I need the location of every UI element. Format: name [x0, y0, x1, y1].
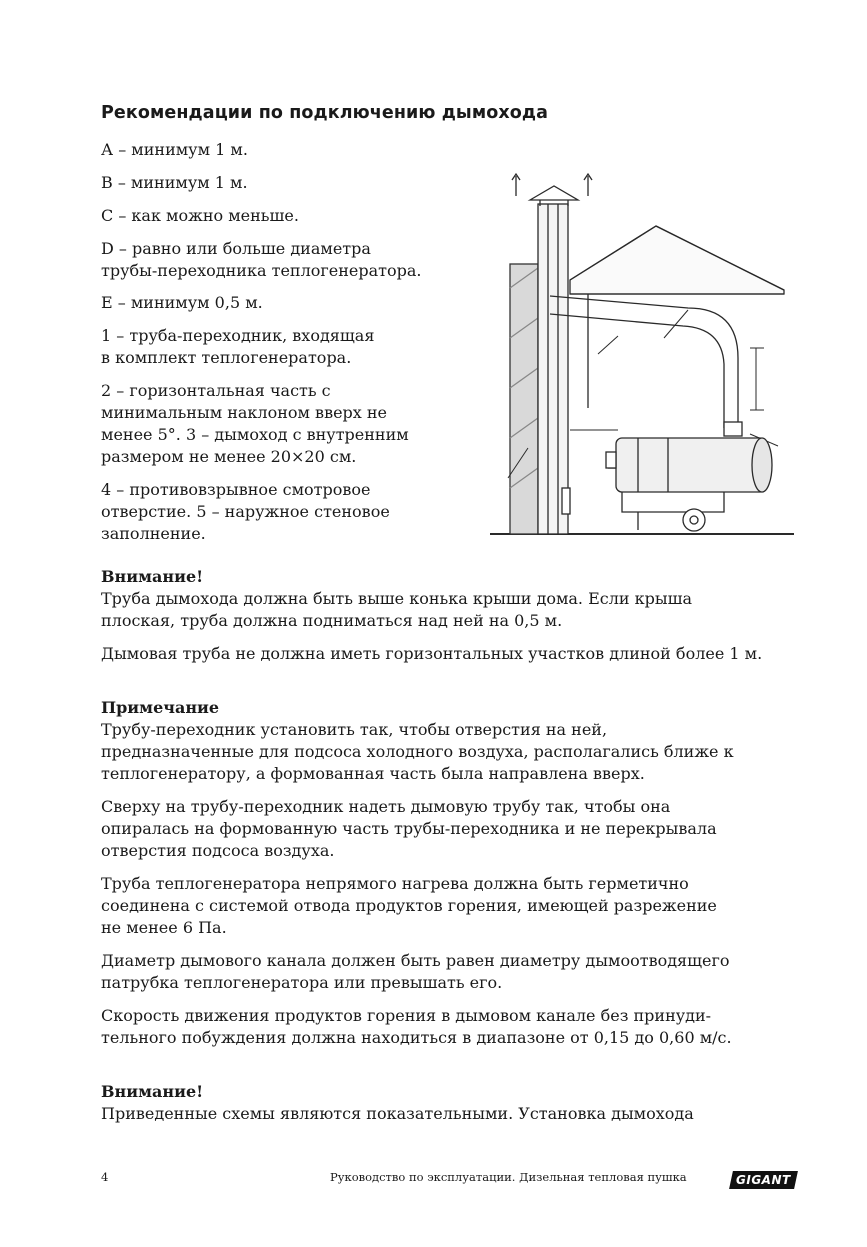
legend-b: В – минимум 1 м. — [101, 173, 248, 192]
heater — [606, 438, 772, 531]
footer-text: Руководство по эксплуатации. Дизельная тепловая пушка — [330, 1170, 687, 1184]
page-heading: Рекомендации по подключению дымохода — [101, 103, 549, 123]
note-p3-line1: Труба теплогенератора непрямого нагрева должна быть герметично — [101, 874, 689, 893]
note-p3-line3: не менее 6 Па. — [101, 918, 227, 937]
attention-line1: Труба дымохода должна быть выше конька крыши дома. Если крыша — [101, 589, 693, 608]
attention2-title: Внимание! — [101, 1082, 204, 1101]
logo-text: GIGANT — [736, 1173, 791, 1187]
legend-a: А – минимум 1 м. — [101, 140, 248, 159]
legend-e: Е – минимум 0,5 м. — [101, 293, 263, 312]
note-title: Примечание — [101, 698, 220, 717]
note-p2-line1: Сверху на трубу-переходник надеть дымовую трубу так, чтобы она — [101, 797, 671, 816]
attention2-line1: Приведенные схемы являются показательными. Установка дымохода — [101, 1104, 694, 1123]
item2-line3: менее 5°. 3 – дымоход с внутренним — [101, 425, 409, 444]
attention-line2: плоская, труба должна подниматься над ней на 0,5 м. — [101, 611, 563, 630]
note-p5-line2: тельного побуждения должна находиться в диапазоне от 0,15 до 0,60 м/с. — [101, 1028, 732, 1047]
chimney-stack — [538, 204, 570, 534]
chimney-cap — [512, 174, 592, 206]
attention-title: Внимание! — [101, 567, 204, 586]
note-p4-line1: Диаметр дымового канала должен быть равен диаметру дымоотводящего — [101, 951, 730, 970]
item2-line1: 2 – горизонтальная часть с — [101, 381, 331, 400]
gigant-logo — [729, 1171, 798, 1189]
page-number: 4 — [101, 1170, 109, 1184]
item4-line2: отверстие. 5 – наружное стеновое — [101, 502, 390, 521]
wall — [510, 264, 538, 534]
chimney-diagram — [488, 168, 798, 540]
flue-pipe — [550, 296, 742, 436]
note-p3-line2: соединена с системой отвода продуктов горения, имеющей разрежение — [101, 896, 717, 915]
item2-line4: размером не менее 20×20 см. — [101, 447, 357, 466]
attention-line3: Дымовая труба не должна иметь горизонтальных участков длиной более 1 м. — [101, 644, 763, 663]
roof — [570, 226, 784, 408]
item4-line3: заполнение. — [101, 524, 206, 543]
note-p1-line3: теплогенератору, а формованная часть была направлена вверх. — [101, 764, 645, 783]
note-p2-line2: опиралась на формованную часть трубы-переходника и не перекрывала — [101, 819, 717, 838]
item1-line1: 1 – труба-переходник, входящая — [101, 326, 375, 345]
legend-d-line2: трубы-переходника теплогенератора. — [101, 261, 422, 280]
item4-line1: 4 – противовзрывное смотровое — [101, 480, 371, 499]
legend-c: С – как можно меньше. — [101, 206, 299, 225]
note-p4-line2: патрубка теплогенератора или превышать его. — [101, 973, 503, 992]
item1-line2: в комплект теплогенератора. — [101, 348, 352, 367]
note-p2-line3: отверстия подсоса воздуха. — [101, 841, 335, 860]
item2-line2: минимальным наклоном вверх не — [101, 403, 388, 422]
note-p5-line1: Скорость движения продуктов горения в дымовом канале без принуди- — [101, 1006, 712, 1025]
legend-d-line1: D – равно или больше диаметра — [101, 239, 371, 258]
note-p1-line1: Трубу-переходник установить так, чтобы отверстия на ней, — [101, 720, 608, 739]
note-p1-line2: предназначенные для подсоса холодного воздуха, располагались ближе к — [101, 742, 734, 761]
